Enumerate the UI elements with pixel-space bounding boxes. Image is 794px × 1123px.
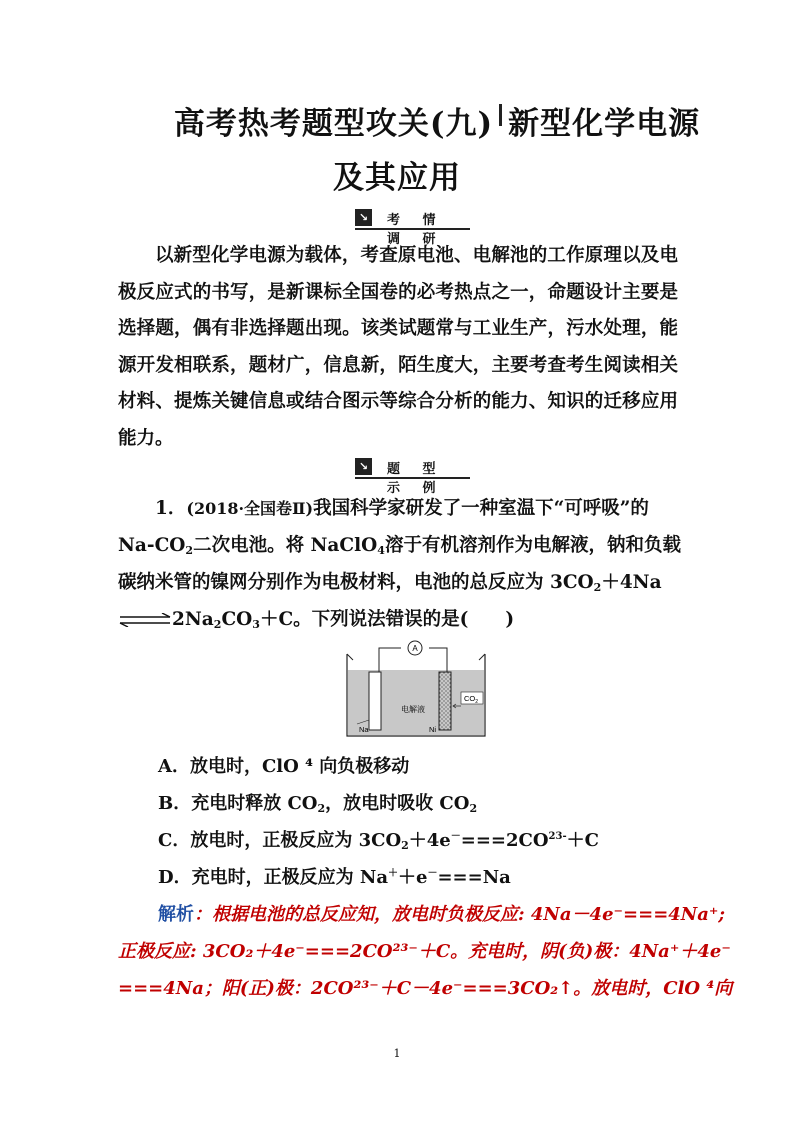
question-number: 1． [155,498,187,519]
question-text: 碳纳米管的镍网分别作为电极材料，电池的总反应为 3CO [118,572,594,593]
option-text: ===2CO [460,830,549,851]
superscript: ＋ [388,868,398,879]
arrow-down-right-icon: ↘ [355,458,372,475]
question-line-4 [118,605,514,631]
option-text: C．放电时，正极反应为 3CO [158,830,402,851]
section-header-survey [355,206,470,247]
reversible-arrow-icon [118,613,172,627]
subscript: 2 [593,581,602,594]
question-text: Na-CO [118,535,186,556]
nickel-electrode [439,672,451,730]
analysis-line-2: 正极反应: 3CO₂＋4e⁻===2CO²³⁻＋C。充电时，阴(负)极：4Na⁺＋4e⁻ [118,941,731,962]
question-text: CO [221,609,253,630]
na-label: Na [359,725,369,734]
subscript: 2 [469,802,478,815]
battery-diagram [343,640,489,740]
title-line-1 [40,98,794,143]
option-d [158,863,511,889]
question-text: 溶于有机溶剂作为电解液，钠和负载 [384,535,681,556]
title-line-2: 及其应用 [333,160,461,196]
question-line-1 [155,494,649,520]
arrow-down-right-icon: ↘ [355,209,372,226]
question-text: 二次电池。将 NaClO [193,535,378,556]
option-text: D．充电时，正极反应为 Na [158,867,388,888]
option-c [158,826,599,852]
question-text: 我国科学家研发了一种室温下“可呼吸”的 [313,498,649,519]
option-text: ，放电时吸收 CO [325,793,470,814]
section-label: 题 型 示 例 [387,462,445,496]
question-text: ＋C。下列说法错误的是( ) [259,609,515,630]
ammeter-label: A [412,644,418,653]
section-label: 考 情 调 研 [387,213,445,247]
subscript: 3 [252,618,260,631]
option-a: A．放电时，ClO ⁴ 向负极移动 [158,756,410,777]
ni-label: Ni [429,725,437,734]
title-separator [499,104,502,126]
subscript: 2 [213,618,222,631]
subscript: 4 [377,544,385,557]
analysis-line-1 [158,900,725,926]
subscript: 2 [401,839,409,852]
subscript: 2 [317,802,326,815]
option-text: ＋e [398,867,428,888]
option-text: ===Na [437,867,511,888]
option-text: ＋4e [408,830,451,851]
question-text: ＋4Na [601,572,662,593]
option-b [158,789,477,815]
page-number: 1 [393,1047,401,1060]
question-line-2 [118,531,681,557]
superscript: － [427,868,438,879]
question-line-3 [118,568,662,594]
superscript: － [450,831,461,842]
intro-paragraph: 以新型化学电源为载体，考查原电池、电解池的工作原理以及电极反应式的书写，是新课标全国卷的必考热点之一，命题设计主要是选择题，偶有非选择题出现。该类试题常与工业生产，污水处理，能源开发相联系，题材广，信息新，陌生度大，主要考查考生阅读相关材料、提炼关键信息或结合图示等综合分析的能力、知识的迁移应用能力。 [118,245,678,449]
analysis-text: ：根据电池的总反应知，放电时负极反应: 4Na－4e⁻===4Na⁺; [194,904,726,925]
superscript: 23- [548,831,567,842]
option-text: ＋C [566,830,599,851]
title-part-1: 高考热考题型攻关(九) [173,106,494,142]
question-source: (2018·全国卷Ⅱ) [186,499,314,518]
analysis-label: 解析 [158,904,194,925]
subscript: 2 [185,544,194,557]
title-part-2: 新型化学电源 [508,106,701,142]
option-text: B．充电时释放 CO [158,793,318,814]
co2-label: $CO_2$ [464,694,479,705]
question-text: 2Na [172,609,214,630]
section-header-examples [355,455,470,496]
analysis-line-3: ===4Na；阳(正)极：2CO²³⁻＋C－4e⁻===3CO₂↑。放电时，ClO ⁴向 [118,978,733,999]
sodium-electrode [369,672,381,730]
electrolyte-label: 电解液 [401,705,425,714]
